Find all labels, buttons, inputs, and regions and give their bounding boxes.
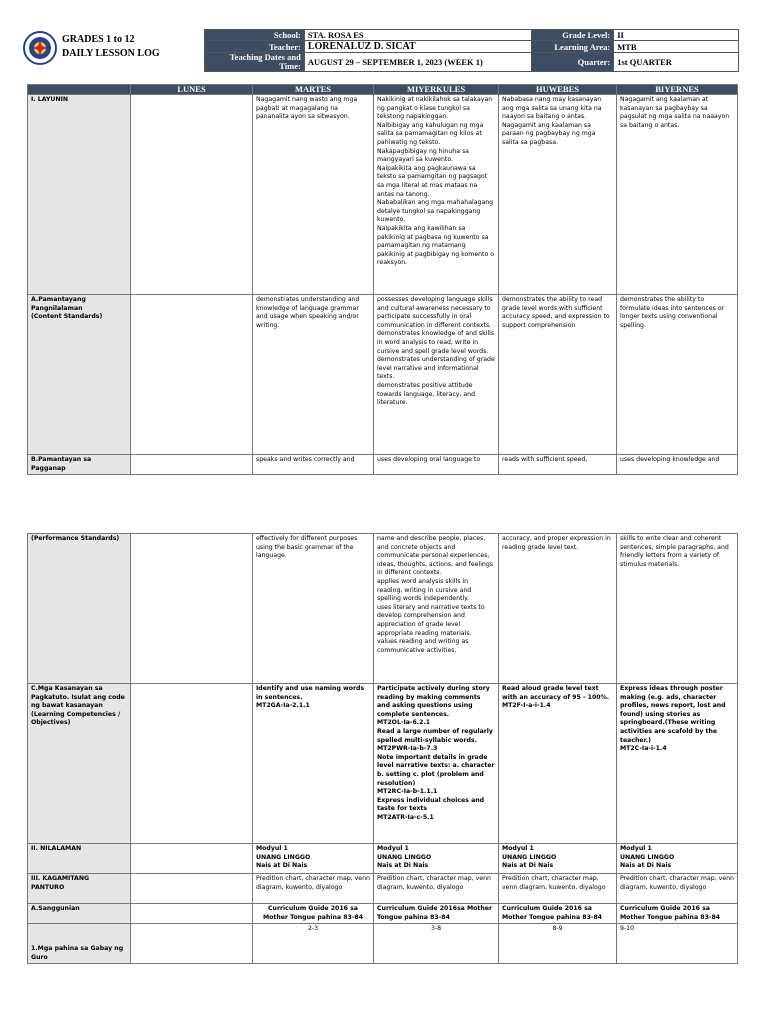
cell-content-biyernes: demonstrates the ability to formulate ideas into sentences or longer texts using conventional spelling.	[617, 295, 738, 455]
cell-gabay-lunes	[131, 924, 253, 964]
cell-performance-lunes-p1	[131, 455, 253, 475]
lesson-log-table-page-2	[27, 533, 738, 964]
cell-performance-lunes-p2	[131, 534, 253, 684]
teacher-value: LORENALUZ D. SICAT	[304, 41, 532, 53]
cell-layunin-lunes	[131, 95, 253, 295]
cell-gabay-biyernes: 9-10	[617, 924, 738, 964]
title-line-1: GRADES 1 to 12	[62, 34, 135, 45]
school-value: STA. ROSA ES	[304, 30, 532, 41]
cell-kagamitan-huwebes: Predition chart, character map, venn diagram, kuwento, diyalogo	[499, 874, 617, 904]
cell-performance-biyernes-p1: uses developing knowledge and	[617, 455, 738, 475]
grade-level-value: II	[614, 30, 739, 41]
document-page-1	[0, 0, 768, 475]
teacher-label: Teacher:	[205, 41, 305, 53]
cell-layunin-miyerkules: Nakikinig at nakikilahok sa talakayan ng pangkat o klase tungkol sa tekstong napakinggan. Naibibigay ang kahulugan ng mga salita sa pamamagitan ng kilos at pahiwatig ng teksto. Nakapagbibigay ng hinuha sa mangyayari sa kuwento. Naipakikita ang pagkaunawa sa teksto sa pamamgitan ng pagsagot sa mga literal at mas mataas na antas na tanong. Nababalikan ang mga mahahalagang detalye tungkol sa napakinggang kuwento. Naipakikita ang kawilihan sa pakikinig at pagbasa ng kuwento sa pamamagitan ng matamang pakikinig at pagbibigay ng komento o reaksyon.	[374, 95, 499, 295]
day-header-martes: MARTES	[253, 85, 374, 95]
cell-performance-miyerkules-p2: name and describe people, places, and concrete objects and communicate personal experiences, ideas, thoughts, actions, and feelings in different contexts. applies word analysis skills in reading, writing in cursive and spelling words independently. uses literary and narrative texts to develop comprehension and appreciation of grade level appropriate reading materials. values reading and writing as communicative activities.	[374, 534, 499, 684]
cell-performance-biyernes-p2: skills to write clear and coherent sentences, simple paragraphs, and friendly letters from a variety of stimulus materials.	[617, 534, 738, 684]
cell-competencies-martes: Identify and use naming words in sentences. MT2GA-Ia-2.1.1	[253, 684, 374, 844]
cell-sanggunian-huwebes: Curriculum Guide 2016 sa Mother Tongue pahina 83-84	[499, 904, 617, 924]
cell-performance-huwebes-p1: reads with sufficient speed,	[499, 455, 617, 475]
day-header-biyernes: BIYERNES	[617, 85, 738, 95]
cell-performance-martes-p1: speaks and writes correctly and	[253, 455, 374, 475]
cell-kagamitan-martes: Predition chart, character map, venn diagram, kuwento, diyalogo	[253, 874, 374, 904]
day-header-huwebes: HUWEBES	[499, 85, 617, 95]
cell-kagamitan-lunes	[131, 874, 253, 904]
learning-area-label: Learning Area:	[532, 41, 614, 53]
document-page-2	[0, 530, 768, 1024]
cell-competencies-lunes	[131, 684, 253, 844]
row-label-learning-competencies: C.Mga Kasanayan sa Pagkatuto. Isulat ang code ng bawat kasanayan (Learning Competencies / Objectives)	[28, 684, 131, 844]
corner-header-cell	[28, 85, 131, 95]
cell-content-martes: demonstrates understanding and knowledge of language grammar and usage when speaking and/or writing.	[253, 295, 374, 455]
cell-performance-martes-p2: effectively for different purposes using the basic grammar of the language.	[253, 534, 374, 684]
lesson-log-table-page-1	[27, 84, 738, 475]
cell-content-miyerkules: possesses developing language skills and cultural awareness necessary to participate successfully in oral communication in different contexts. demonstrates knowledge of and skills in word analysis to read, write in cursive and spell grade level words. demonstrates understanding of grade level narrative and informational texts. demonstrates positive attitude towards language, literacy, and literature.	[374, 295, 499, 455]
header-info-table	[204, 29, 739, 72]
cell-performance-huwebes-p2: accuracy, and proper expression in reading grade level text.	[499, 534, 617, 684]
cell-kagamitan-miyerkules: Predition chart, character map, venn diagram, kuwento, diyalogo	[374, 874, 499, 904]
cell-sanggunian-miyerkules: Curriculum Guide 2016sa Mother Tongue pahina 83-84	[374, 904, 499, 924]
row-label-performance-standards: B.Pamantayan sa Pagganap	[28, 455, 131, 475]
document-title	[62, 33, 160, 61]
deped-seal-icon	[23, 31, 57, 65]
school-label: School:	[205, 30, 305, 41]
cell-performance-miyerkules-p1: uses developing oral language to	[374, 455, 499, 475]
cell-kagamitan-biyernes: Predition chart, character map, venn diagram, kuwento, diyalogo	[617, 874, 738, 904]
quarter-value: 1st QUARTER	[614, 53, 739, 72]
cell-nilalaman-lunes	[131, 844, 253, 874]
quarter-label: Quarter:	[532, 53, 614, 72]
cell-sanggunian-martes: Curriculum Guide 2016 sa Mother Tongue pahina 83-84	[253, 904, 374, 924]
cell-gabay-martes: 2-3	[253, 924, 374, 964]
cell-content-huwebes: demonstrates the ability to read grade level words with sufficient accuracy speed, and expression to support comprehension	[499, 295, 617, 455]
day-header-lunes: LUNES	[131, 85, 253, 95]
row-label-performance-standards-cont: (Performance Standards)	[28, 534, 131, 684]
cell-nilalaman-martes: Modyul 1 UNANG LINGGO Nais at Di Nais	[253, 844, 374, 874]
cell-layunin-huwebes: Nababasa nang may kasanayan ang mga salita sa unang kita na naayon sa baitang o antas. Nagagamit ang kaalaman sa paraan ng pagbaybay ng mga salita sa pagbasa.	[499, 95, 617, 295]
cell-gabay-huwebes: 8-9	[499, 924, 617, 964]
teaching-dates-value: AUGUST 29 – SEPTEMBER 1, 2023 (WEEK 1)	[304, 53, 532, 72]
cell-nilalaman-biyernes: Modyul 1 UNANG LINGGO Nais at Di Nais	[617, 844, 738, 874]
cell-gabay-miyerkules: 3-8	[374, 924, 499, 964]
row-label-content-standards: A.Pamantayang Pangnilalaman (Content Standards)	[28, 295, 131, 455]
cell-layunin-martes: Nagagamit nang wasto ang mga pagbati at magagalang na pananalita ayon sa sitwasyon.	[253, 95, 374, 295]
cell-competencies-miyerkules: Participate actively during story reading by making comments and asking questions using complete sentences. MT2OL-Ia-6.2.1 Read a large number of regularly spelled multi-syllabic words. MT2PWR-Ia-b-7.3 Note important details in grade level narrative texts: a. character b. setting c. plot (problem and resolution) MT2RC-Ia-b-1.1.1 Express individual choices and taste for texts MT2ATR-Ia-c-5.1	[374, 684, 499, 844]
cell-layunin-biyernes: Nagagamit ang kaalaman at kasanayan sa pagbaybay sa pagsulat ng mga salita na naaayon sa baitang o antas.	[617, 95, 738, 295]
row-label-gabay-ng-guro: 1.Mga pahina sa Gabay ng Guro	[28, 924, 131, 964]
row-label-layunin: I. LAYUNIN	[28, 95, 131, 295]
cell-content-lunes	[131, 295, 253, 455]
title-line-2: DAILY LESSON LOG	[62, 48, 160, 59]
cell-competencies-huwebes: Read aloud grade level text with an accuracy of 95 - 100%. MT2F-I-a-i-1.4	[499, 684, 617, 844]
cell-nilalaman-miyerkules: Modyul 1 UNANG LINGGO Nais at Di Nais	[374, 844, 499, 874]
cell-sanggunian-lunes	[131, 904, 253, 924]
cell-sanggunian-biyernes: Curriculum Guide 2016 sa Mother Tongue pahina 83-84	[617, 904, 738, 924]
row-label-sanggunian: A.Sanggunian	[28, 904, 131, 924]
teaching-dates-label: Teaching Dates and Time:	[205, 53, 305, 72]
cell-competencies-biyernes: Express ideas through poster making (e.g. ads, character profiles, news report, lost and found) using stories as springboard.(These writing activities are scafold by the teacher.) MT2C-Ia-i-1.4	[617, 684, 738, 844]
day-header-miyerkules: MIYERKULES	[374, 85, 499, 95]
row-label-kagamitang-panturo: III. KAGAMITANG PANTURO	[28, 874, 131, 904]
learning-area-value: MTB	[614, 41, 739, 53]
row-label-nilalaman: II. NILALAMAN	[28, 844, 131, 874]
cell-nilalaman-huwebes: Modyul 1 UNANG LINGGO Nais at Di Nais	[499, 844, 617, 874]
grade-level-label: Grade Level:	[532, 30, 614, 41]
